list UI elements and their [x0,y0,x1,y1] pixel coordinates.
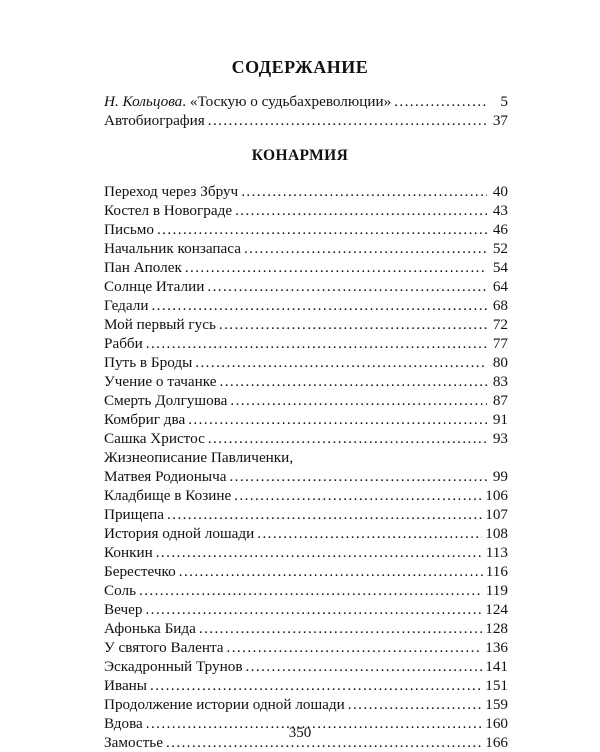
toc-entry-title: Путь в Броды [104,354,193,371]
toc-entry [104,220,508,239]
toc-entry-title: Письмо [104,221,154,238]
toc-leader [246,657,483,676]
toc-entry [104,638,508,657]
toc-entry-page: 64 [492,278,508,295]
toc-leader [145,600,482,619]
toc-entry-title: Замостье [104,734,163,751]
section-title: КОНАРМИЯ [251,147,349,164]
toc-entry [104,543,508,562]
toc-entry-page: 99 [492,468,508,485]
toc-entry-title: Берестечко [104,563,176,580]
page-number: 350 [288,725,312,741]
toc-entry [104,429,508,448]
toc-entry [104,486,508,505]
toc-entry-title: Начальник конзапаса [104,240,241,257]
toc-entry-title: Вечер [104,601,143,618]
toc-leader [156,543,483,562]
toc-entry-page: 108 [485,525,508,542]
toc-entry [104,581,508,600]
toc-leader [150,676,482,695]
toc-entry [104,524,508,543]
toc-leader [257,524,482,543]
toc-leader [230,391,487,410]
toc-entry [104,448,508,467]
toc-entry-title: Учение о тачанке [104,373,217,390]
toc-leader [241,182,487,201]
toc-entry [104,201,508,220]
toc-entry-title: Матвея Родионыча [104,468,227,485]
toc-entry-page: 37 [492,112,508,129]
toc-entry-title: Эскадронный Трунов [104,658,243,675]
toc-entry-title: Жизнеописание Павличенки, [104,449,294,466]
toc-leader [195,353,487,372]
toc-entry-title: Прищепа [104,506,164,523]
toc-entry [104,296,508,315]
toc-entry-title: Кладбище в Козине [104,487,232,504]
toc-entry-page: 52 [492,240,508,257]
toc-entry-page: 40 [492,183,508,200]
toc-leader [208,429,487,448]
toc-leader [207,277,487,296]
toc-leader [229,467,487,486]
toc-entry-page: 5 [500,93,508,110]
toc-entry [104,410,508,429]
toc-entry [104,600,508,619]
toc-entry-page: 151 [485,677,508,694]
toc-entry-essay: . «Тоскую о судьбахреволюции» [182,93,392,110]
toc-entry-title: Солнце Италии [104,278,205,295]
toc-intro [104,92,508,130]
toc-entry-title [104,92,391,111]
toc-entry [104,353,508,372]
toc-entry [104,657,508,676]
toc-entry [104,562,508,581]
toc-entry-koltsova [104,92,508,111]
toc-entry-title: Сашка Христос [104,430,205,447]
toc-entry-title: Иваны [104,677,148,694]
toc-entry-title: Гедали [104,297,149,314]
toc-leader [219,315,487,334]
toc-entry-title: Афонька Бида [104,620,196,637]
toc-leader [185,258,487,277]
toc-entry [104,372,508,391]
toc-leader [146,334,487,353]
toc-leader [348,695,482,714]
toc-entry-page: 46 [492,221,508,238]
toc-entry-title: Автобиография [104,112,205,129]
toc-entry-page: 124 [485,601,508,618]
toc-leader [235,201,487,220]
toc-entry-page: 68 [492,297,508,314]
toc-entry [104,467,508,486]
toc-entry-title: Конкин [104,544,153,561]
toc-entry-title: История одной лошади [104,525,255,542]
toc-entry [104,239,508,258]
toc-entry-page: 116 [485,563,508,580]
toc-entry [104,695,508,714]
toc-entry-page: 54 [492,259,508,276]
page-title: СОДЕРЖАНИЕ [231,57,369,77]
toc-entry [104,619,508,638]
toc-entry-page: 72 [492,316,508,333]
toc-entry-title: Переход через Збруч [104,183,239,200]
toc-entry-page: 106 [485,487,508,504]
toc-entry [104,258,508,277]
toc-entry-page: 91 [492,411,508,428]
toc-leader [151,296,487,315]
toc-entry [104,334,508,353]
toc-leader [208,111,487,130]
toc-entry-page: 141 [485,658,508,675]
toc-entry-page: 166 [485,734,508,751]
toc-entry [104,505,508,524]
toc-entry-page: 128 [485,620,508,637]
toc-entry-page: 119 [485,582,508,599]
toc-entry-page: 93 [492,430,508,447]
toc-entry-page: 83 [492,373,508,390]
toc-entry [104,391,508,410]
toc-leader [188,410,487,429]
toc-list [104,182,508,752]
toc-leader [167,505,482,524]
toc-entry-page: 136 [485,639,508,656]
toc-entry-page: 77 [492,335,508,352]
toc-entry-author: Н. Кольцова [104,93,183,110]
toc-entry-page: 113 [485,544,508,561]
toc-entry-title: Рабби [104,335,143,352]
toc-entry-page: 87 [492,392,508,409]
toc-leader [244,239,487,258]
toc-entry-title: Пан Аполек [104,259,182,276]
toc-entry [104,182,508,201]
toc-entry-page: 159 [485,696,508,713]
toc-entry [104,277,508,296]
toc-entry-title: Костел в Новограде [104,202,233,219]
toc-entry-title: Соль [104,582,137,599]
toc-entry-title: Смерть Долгушова [104,392,228,409]
toc-entry-page: 43 [492,202,508,219]
toc-leader [234,486,482,505]
toc-leader [227,638,483,657]
toc-entry-title: Вдова [104,715,143,732]
toc-entry-page: 160 [485,715,508,732]
toc-entry-title: Комбриг два [104,411,186,428]
toc-entry-title: У святого Валента [104,639,224,656]
toc-entry-title: Мой первый гусь [104,316,216,333]
toc-entry-autobiography [104,111,508,130]
toc-entry-title: Продолжение истории одной лошади [104,696,345,713]
toc-leader [179,562,483,581]
toc-entry-page: 107 [485,506,508,523]
toc-leader [394,92,487,111]
toc-leader [139,581,483,600]
toc-entry [104,315,508,334]
toc-entry-page: 80 [492,354,508,371]
toc-entry [104,676,508,695]
toc-leader [199,619,482,638]
toc-leader [157,220,487,239]
toc-leader [220,372,487,391]
